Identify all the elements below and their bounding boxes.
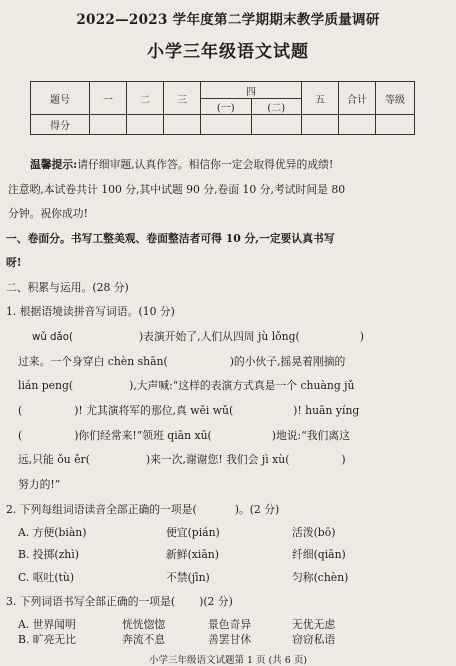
q1-text: )来一次,谢谢您! 我们会 jì xù(	[145, 453, 290, 466]
notice-line3: 分钟。祝你成功!	[8, 207, 88, 220]
page-title: 小学三年级语文试题	[147, 42, 309, 62]
q3-title-line	[6, 594, 233, 609]
option-text: A. 世界闻明	[18, 618, 76, 631]
q1-text: )你们经常来!”领班 qiān xū(	[74, 429, 212, 442]
score-col-4b: (二)	[251, 99, 302, 115]
q1-line2	[18, 354, 345, 369]
score-cell[interactable]	[339, 115, 376, 135]
score-cell[interactable]	[251, 115, 302, 135]
score-col-3: 三	[164, 82, 201, 115]
q1-text: )! huān yíng	[293, 404, 360, 417]
q1-text: 过来。一个身穿白 chèn shān(	[18, 355, 168, 368]
option-text: C. 呕吐(tù)	[18, 571, 75, 584]
score-cell[interactable]	[127, 115, 164, 135]
option-text: 活泼(bō)	[292, 526, 336, 539]
score-col-4: 四	[201, 82, 302, 99]
q1-text: )地说:“我们离这	[271, 429, 350, 442]
score-cell[interactable]	[302, 115, 339, 135]
q1-text: 远,只能 ǒu ěr(	[18, 453, 90, 466]
q2-title: 2. 下列每组词语读音全部正确的一项是(	[6, 503, 197, 516]
score-table	[30, 81, 415, 135]
score-row-label: 得分	[31, 115, 90, 135]
option-text: 善罢甘休	[208, 633, 252, 646]
score-table-label: 题号	[31, 82, 90, 115]
q1-text: wǔ dǎo(	[32, 332, 73, 343]
option-text: A. 方便(biàn)	[18, 526, 87, 539]
notice	[30, 157, 333, 172]
option-text: 便宜(pián)	[166, 526, 220, 539]
option-text: 纤细(qiān)	[292, 548, 346, 561]
q1-line1	[32, 329, 364, 344]
q1-text: )的小伙子,摇晃着刚摘的	[229, 355, 346, 368]
q1-text: ),大声喊:“这样的表演方式真是一个 chuàng jǔ	[129, 379, 355, 392]
section1-line2: 呀!	[6, 256, 22, 269]
q1-text: )	[341, 453, 346, 466]
section1-line1: 一、卷面分。书写工整美观、卷面整洁者可得 10 分,一定要认真书写	[6, 232, 335, 245]
notice-line2: 注意哟,本试卷共计 100 分,其中试题 90 分,卷面 10 分,考试时间是 80	[8, 183, 346, 196]
option-text: 无优无虑	[292, 618, 336, 631]
q1-line6	[18, 452, 346, 467]
q2-tail: )。(2 分)	[234, 503, 280, 516]
notice-line1: 请仔细审题,认真作答。相信你一定会取得优异的成绩!	[77, 158, 334, 171]
score-cell[interactable]	[90, 115, 127, 135]
q1-text: )表演开始了,人们从四周 jù lǒng(	[138, 330, 300, 343]
q1-line4	[18, 403, 359, 418]
notice-title: 温馨提示:	[30, 158, 78, 171]
option-text: B. 旷亮无比	[18, 633, 76, 646]
q1-text: (	[18, 404, 23, 417]
q2-title-line	[6, 502, 279, 517]
option-text: 不禁(jīn)	[166, 571, 210, 584]
q1-text: lián peng(	[18, 379, 74, 392]
option-text: 奔流不息	[122, 633, 166, 646]
q3-title: 3. 下列词语书写全部正确的一项是(	[6, 595, 176, 608]
option-text: 恍恍惚惚	[122, 618, 166, 631]
option-text: 新鲜(xiān)	[166, 548, 219, 561]
score-col-1: 一	[90, 82, 127, 115]
score-cell[interactable]	[164, 115, 201, 135]
q1-text: (	[18, 429, 23, 442]
q1-text: )	[359, 330, 364, 343]
option-text: 窃窃私语	[292, 633, 336, 646]
score-col-total: 合计	[339, 82, 376, 115]
score-col-2: 二	[127, 82, 164, 115]
q3-tail: )(2 分)	[199, 595, 233, 608]
option-text: 匀称(chèn)	[292, 571, 349, 584]
score-cell[interactable]	[201, 115, 252, 135]
page-footer: 小学三年级语文试题第 1 页 (共 6 页)	[148, 655, 308, 666]
score-cell[interactable]	[376, 115, 415, 135]
q1-line3	[18, 378, 355, 393]
score-col-grade: 等级	[376, 82, 415, 115]
q1-line7: 努力的!”	[18, 478, 61, 491]
term-title: 2022—2023 学年度第二学期期末教学质量调研	[76, 12, 380, 28]
q1-line5	[18, 428, 350, 443]
option-text: B. 投掷(zhì)	[18, 548, 79, 561]
score-col-5: 五	[302, 82, 339, 115]
q1-title: 1. 根据语境读拼音写词语。(10 分)	[6, 305, 175, 318]
section2-heading: 二、积累与运用。(28 分)	[6, 281, 129, 294]
q1-text: )! 尤其演将军的那位,真 wēi wǔ(	[74, 404, 234, 417]
option-text: 景色奇异	[208, 618, 252, 631]
score-col-4a: (一)	[201, 99, 252, 115]
